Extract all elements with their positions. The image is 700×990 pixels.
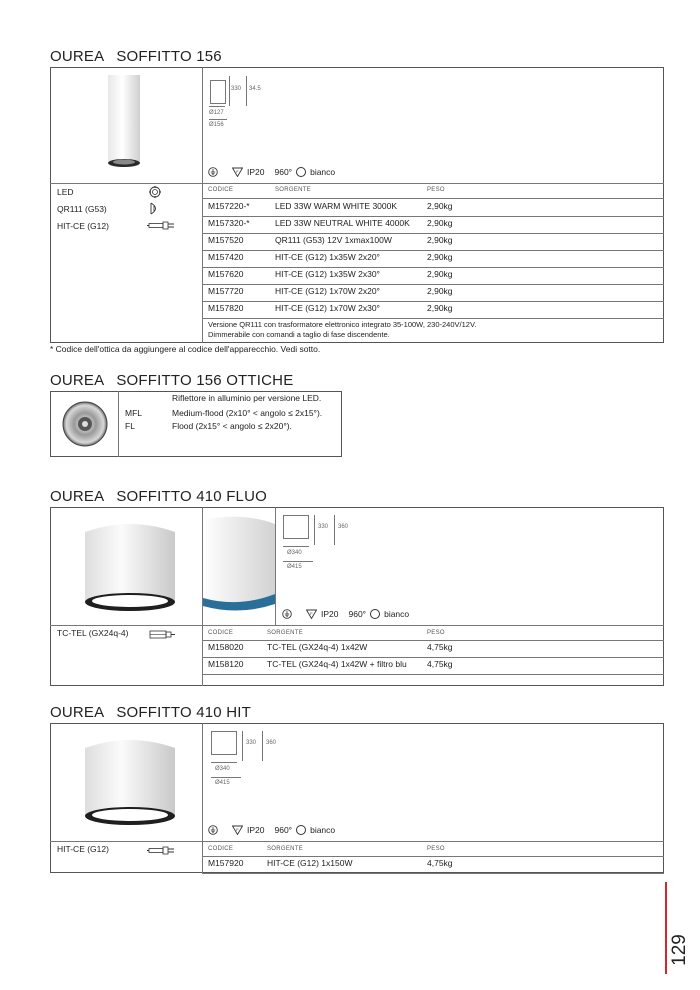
flammable-surface-icon [306, 609, 317, 619]
dimension-drawing [210, 80, 226, 104]
table-row-divider [202, 267, 664, 268]
hit-lamp-icon [147, 846, 175, 855]
optic-code-mfl: MFL [125, 408, 142, 418]
hit-lamp-icon [147, 221, 175, 230]
row-source: HIT-CE (G12) 1x70W 2x30° [275, 303, 380, 313]
row-weight: 2,90kg [427, 201, 453, 211]
row-code: M157220-* [208, 201, 250, 211]
finish-color: bianco [384, 609, 410, 619]
source-qr111: QR111 (G53) [57, 204, 107, 214]
ground-class-icon [208, 167, 218, 177]
row-source: TC-TEL (GX24q-4) 1x42W + filtro blu [267, 659, 407, 669]
svg-text:F: F [236, 827, 239, 832]
optics-intro: Riflettore in alluminio per versione LED. [172, 393, 322, 403]
ip-rating: IP20 [247, 167, 265, 177]
row-source: QR111 (G53) 12V 1xmax100W [275, 235, 392, 245]
row-weight: 2,90kg [427, 286, 453, 296]
table-row-divider [202, 301, 664, 302]
source-led: LED [57, 187, 74, 197]
color-swatch-icon [370, 609, 380, 619]
glow-wire-rating: 960° [348, 609, 367, 619]
flammable-surface-icon [232, 167, 243, 177]
page-accent-line [665, 882, 667, 974]
flammable-surface-icon [232, 825, 243, 835]
dim-height: 330 [231, 86, 242, 92]
finish-color: bianco [310, 167, 336, 177]
finish-color: bianco [310, 825, 336, 835]
header-source: SORGENTE [267, 846, 304, 852]
ip-rating: IP20 [321, 609, 339, 619]
header-code: CODICE [208, 187, 234, 193]
row-weight: 2,90kg [427, 235, 453, 245]
row-weight: 2,90kg [427, 303, 453, 313]
section-title-ottiche: OUREA SOFFITTO 156 OTTICHE [50, 372, 294, 389]
reflector-image [60, 399, 110, 449]
ground-class-icon [208, 825, 218, 835]
dim-diameter-inner: Ø340 [215, 766, 230, 772]
table-row-divider [202, 657, 664, 658]
row-source: HIT-CE (G12) 1x70W 2x20° [275, 286, 380, 296]
header-source: SORGENTE [275, 187, 312, 193]
source-hit: HIT-CE (G12) [57, 221, 109, 231]
color-swatch-icon [296, 825, 306, 835]
header-source: SORGENTE [267, 630, 304, 636]
row-code: M157820 [208, 303, 244, 313]
section-title-410-fluo: OUREA SOFFITTO 410 FLUO [50, 488, 267, 505]
spec-icons [208, 167, 335, 177]
header-code: CODICE [208, 630, 234, 636]
row-source: LED 33W NEUTRAL WHITE 4000K [275, 218, 410, 228]
page-number: 129 [669, 934, 690, 966]
dim-height: 330 [318, 524, 329, 530]
row-code: M157320-* [208, 218, 250, 228]
row-code: M157920 [208, 858, 244, 868]
row-source: LED 33W WARM WHITE 3000K [275, 201, 398, 211]
row-weight: 2,90kg [427, 269, 453, 279]
dim-diameter-outer: Ø415 [287, 564, 302, 570]
table-row-divider [202, 674, 664, 675]
row-weight: 2,90kg [427, 252, 453, 262]
section-title-410-hit: OUREA SOFFITTO 410 HIT [50, 704, 251, 721]
product-image-410-fluo-blue [203, 512, 275, 622]
footnote-optics: * Codice dell'ottica da aggiungere al codice dell'apparecchio. Vedi sotto. [50, 344, 321, 354]
qr111-lamp-icon [149, 202, 161, 215]
row-source: TC-TEL (GX24q-4) 1x42W [267, 642, 368, 652]
row-code: M157620 [208, 269, 244, 279]
dim-diameter-outer: Ø415 [215, 780, 230, 786]
row-weight: 2,90kg [427, 218, 453, 228]
optic-desc-mfl: Medium-flood (2x10° < angolo ≤ 2x15°). [172, 408, 323, 418]
row-source: HIT-CE (G12) 1x150W [267, 858, 353, 868]
header-weight: PESO [427, 187, 445, 193]
row-code: M157420 [208, 252, 244, 262]
spec-icons [282, 609, 409, 619]
dim-height: 330 [246, 740, 257, 746]
source-tc-tel: TC-TEL (GX24q-4) [57, 628, 129, 638]
dimension-drawing-410-hit [211, 731, 237, 755]
row-weight: 4,75kg [427, 642, 453, 652]
note-transformer: Versione QR111 con trasformatore elettronico integrato 35-100W, 230-240V/12V. [208, 320, 477, 329]
header-code: CODICE [208, 846, 234, 852]
dim-height-total: 360 [338, 524, 349, 530]
glow-wire-rating: 960° [274, 825, 293, 835]
dim-diameter-inner: Ø127 [209, 110, 224, 116]
row-source: HIT-CE (G12) 1x35W 2x30° [275, 269, 380, 279]
header-weight: PESO [427, 846, 445, 852]
note-dimmable: Dimmerabile con comandi a taglio di fase discendente. [208, 330, 390, 339]
dimension-drawing-410-fluo [283, 515, 309, 539]
ground-class-icon [282, 609, 292, 619]
row-weight: 4,75kg [427, 659, 453, 669]
svg-text:F: F [310, 611, 313, 616]
row-code: M158020 [208, 642, 244, 652]
optic-desc-fl: Flood (2x15° < angolo ≤ 2x20°). [172, 421, 292, 431]
svg-text:F: F [236, 169, 239, 174]
product-image-410-fluo [60, 512, 200, 622]
source-hit: HIT-CE (G12) [57, 844, 109, 854]
header-weight: PESO [427, 630, 445, 636]
row-source: HIT-CE (G12) 1x35W 2x20° [275, 252, 380, 262]
table-row-divider [202, 873, 664, 874]
product-image-410-hit [60, 728, 200, 838]
table-row-divider [202, 284, 664, 285]
table-row-divider [202, 216, 664, 217]
led-icon [149, 186, 161, 198]
ip-rating: IP20 [247, 825, 265, 835]
table-row-divider [202, 233, 664, 234]
table-row-divider [202, 250, 664, 251]
dim-height-total: 360 [266, 740, 277, 746]
row-weight: 4,75kg [427, 858, 453, 868]
section-title-soffitto-156: OUREA SOFFITTO 156 [50, 48, 222, 65]
dim-height-total: 34.5 [249, 86, 261, 92]
row-code: M157520 [208, 235, 244, 245]
optic-code-fl: FL [125, 421, 135, 431]
row-code: M158120 [208, 659, 244, 669]
spec-icons [208, 825, 335, 835]
color-swatch-icon [296, 167, 306, 177]
product-image-soffitto-156 [100, 75, 150, 175]
glow-wire-rating: 960° [274, 167, 293, 177]
tc-tel-lamp-icon [149, 630, 175, 639]
dim-diameter-outer: Ø156 [209, 122, 224, 128]
dim-diameter-inner: Ø340 [287, 550, 302, 556]
row-code: M157720 [208, 286, 244, 296]
